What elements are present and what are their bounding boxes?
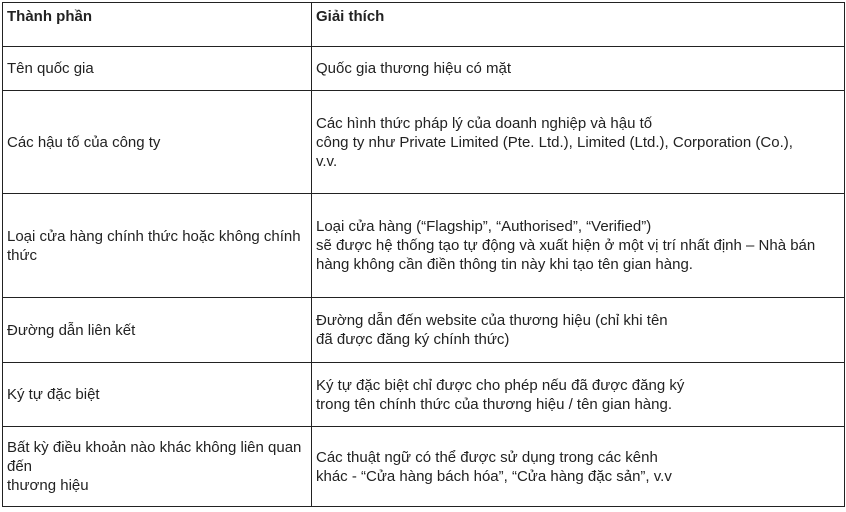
row-component: Đường dẫn liên kết [3,298,312,363]
row-explanation: Ký tự đặc biệt chỉ được cho phép nếu đã được đăng ký trong tên chính thức của thương hiệu / tên gian hàng. [312,363,845,427]
table-row [3,363,845,427]
row-component: Các hậu tố của công ty [3,91,312,194]
table-row [3,298,845,363]
table-header-row [3,3,845,47]
table-row [3,91,845,194]
row-component: Tên quốc gia [3,47,312,91]
header-component: Thành phần [3,3,312,47]
table-row [3,427,845,507]
row-component: Loại cửa hàng chính thức hoặc không chính thức [3,194,312,298]
naming-rules-table [2,2,845,507]
row-explanation: Đường dẫn đến website của thương hiệu (chỉ khi tên đã được đăng ký chính thức) [312,298,845,363]
row-explanation: Các thuật ngữ có thể được sử dụng trong các kênh khác - “Cửa hàng bách hóa”, “Cửa hàng đặc sản”, v.v [312,427,845,507]
row-explanation: Quốc gia thương hiệu có mặt [312,47,845,91]
table-row [3,47,845,91]
row-explanation: Các hình thức pháp lý của doanh nghiệp và hậu tố công ty như Private Limited (Pte. Ltd.), Limited (Ltd.), Corporation (Co.), v.v. [312,91,845,194]
row-component: Bất kỳ điều khoản nào khác không liên quan đến thương hiệu [3,427,312,507]
table-row [3,194,845,298]
row-component: Ký tự đặc biệt [3,363,312,427]
header-explanation: Giải thích [312,3,845,47]
row-explanation: Loại cửa hàng (“Flagship”, “Authorised”, “Verified”) sẽ được hệ thống tạo tự động và xuất hiện ở một vị trí nhất định – Nhà bán hàng không cần điền thông tin này khi tạo tên gian hàng. [312,194,845,298]
